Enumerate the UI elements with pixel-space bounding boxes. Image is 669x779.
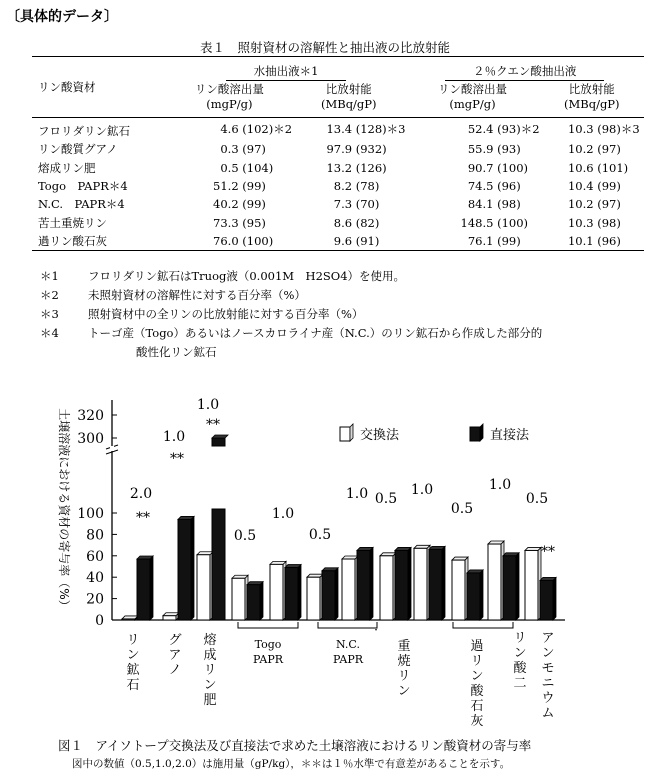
rate-label: 1.0	[162, 429, 186, 445]
y-tick-label: 0	[95, 613, 104, 629]
rate-label: 2.0	[129, 486, 153, 502]
x-category-label: PAPR	[252, 653, 284, 666]
x-category-label: リ	[203, 663, 217, 678]
rate-label: 0.5	[308, 527, 332, 543]
x-category-label: 焼	[397, 654, 411, 669]
cell-value: 52.4	[467, 122, 494, 137]
bar-direct	[357, 550, 370, 620]
legend-swatch	[340, 427, 350, 441]
bar-exchange	[232, 578, 245, 620]
table-title: 表１ 照射資材の溶解性と抽出液の比放射能	[200, 40, 451, 55]
cell-value: 0.3	[220, 142, 239, 157]
col-unit: (mgP/g)	[206, 97, 253, 111]
group-bracket	[238, 622, 298, 628]
cell-percent: (99)	[238, 179, 266, 194]
x-category-label: モ	[541, 661, 555, 676]
rate-label: 0.5	[374, 491, 398, 507]
bar-exchange	[342, 559, 355, 620]
x-category-label: ン	[126, 648, 140, 663]
cell-percent: (95)	[238, 215, 266, 230]
axis-break-gap	[110, 446, 114, 451]
cell-percent: (100)	[493, 215, 529, 230]
col-unit: (mgP/g)	[449, 97, 496, 111]
cell-value: 73.3	[213, 215, 239, 230]
bar-direct-top-cap	[212, 435, 228, 438]
cell-percent: (126)	[352, 160, 387, 175]
rate-label: 0.5	[233, 528, 257, 544]
figure-caption: 図１ アイソトープ交換法及び直接法で求めた土壌溶液におけるリン酸資材の寄与率	[58, 738, 532, 753]
x-category-label: ン	[513, 646, 527, 661]
bar-direct	[137, 559, 150, 620]
cell-value: 10.1	[567, 233, 594, 248]
x-category-label: 成	[203, 648, 217, 663]
x-category-label: ン	[470, 669, 484, 684]
x-category-label: 熔	[203, 633, 217, 648]
y-axis-label: 土壌溶液における資材の寄与率（%）	[57, 408, 71, 612]
cell-percent: (93)	[493, 142, 521, 157]
col-header: リン酸溶出量	[194, 82, 264, 96]
bar-exchange	[122, 619, 135, 620]
cell-value: 55.9	[467, 142, 494, 157]
bar-direct	[247, 585, 260, 620]
x-category-label: ン	[397, 684, 411, 699]
legend-label: 交換法	[360, 428, 400, 443]
bar-exchange	[414, 548, 427, 620]
cell-value: 13.4	[326, 122, 353, 137]
cell-value: 97.9	[326, 142, 353, 157]
rate-label: 1.0	[271, 506, 295, 522]
cell-percent: (98)	[593, 215, 621, 230]
bar-exchange	[452, 560, 465, 620]
cell-value: 40.2	[213, 197, 239, 212]
bar-exchange	[163, 616, 176, 620]
legend-swatch-side	[480, 424, 483, 441]
cell-value: 4.6	[220, 122, 239, 137]
bar-direct	[395, 550, 408, 620]
bar-exchange	[488, 544, 501, 620]
x-category-label: リ	[397, 669, 411, 684]
cell-percent: (932)	[352, 142, 387, 157]
footnote-text: 未照射資材の溶解性に対する百分率（%）	[88, 288, 306, 302]
group-header-water: 水抽出液＊1	[167, 57, 406, 82]
x-category-label: 石	[470, 699, 484, 714]
bar-exchange	[197, 555, 210, 620]
section-heading: 〔具体的データ〕	[6, 9, 118, 25]
y-tick-label: 320	[77, 408, 104, 424]
cell-percent: (99)	[493, 233, 521, 248]
cell-percent: (99)	[238, 197, 266, 212]
group-header-citric: ２％クエン酸抽出液	[405, 57, 644, 82]
footnote-mark: ＊1	[40, 269, 59, 283]
cell-value: 76.1	[467, 233, 494, 248]
y-tick-label: 60	[86, 548, 104, 565]
cell-value: 74.5	[467, 179, 494, 194]
x-category-label: 酸	[513, 661, 527, 676]
bar-exchange	[307, 577, 320, 620]
footnote-mark: ＊2	[40, 288, 59, 302]
x-category-label: Togo	[254, 638, 282, 651]
x-category-label: 肥	[203, 693, 217, 708]
material-name: N.C. PAPR＊4	[38, 197, 125, 212]
col-header: リン酸溶出量	[438, 82, 508, 96]
x-category-label: 酸	[470, 684, 484, 699]
x-category-label: N.C.	[336, 638, 360, 651]
x-category-label: 石	[126, 678, 140, 693]
bar-direct	[322, 571, 335, 620]
x-category-label: ン	[203, 678, 217, 693]
cell-value: 0.5	[220, 160, 239, 175]
bar-direct	[503, 556, 516, 620]
x-category-label: リ	[470, 654, 484, 669]
y-tick-label: 20	[86, 591, 104, 608]
legend-label: 直接法	[490, 428, 530, 443]
cell-percent: (100)	[493, 160, 529, 175]
cell-percent: (97)	[593, 142, 621, 157]
cell-value: 51.2	[213, 179, 239, 194]
cell-percent: (128)＊3	[352, 122, 406, 137]
row-header: リン酸資材	[32, 57, 167, 118]
bar-direct	[540, 580, 553, 620]
cell-value: 10.4	[567, 179, 594, 194]
col-header: 比放射能	[568, 82, 615, 96]
rate-label: 1.0	[345, 486, 369, 502]
bar-direct-top	[212, 438, 225, 446]
rate-label: 0.5	[525, 491, 549, 507]
footnote-text: フロリダリン鉱石はTruog液（0.001M H2SO4）を使用。	[88, 269, 406, 283]
cell-percent: (99)	[593, 179, 621, 194]
cell-percent: (78)	[352, 179, 380, 194]
x-category-label: ノ	[168, 663, 182, 678]
cell-value: 10.2	[567, 142, 594, 157]
rate-label: 1.0	[410, 482, 434, 498]
x-category-label: ニ	[541, 676, 555, 691]
cell-percent: (96)	[493, 179, 521, 194]
footnote-mark: ＊4	[40, 326, 59, 340]
footnote-text: 照射資材中の全リンの比放射能に対する百分率（%）	[88, 307, 364, 321]
cell-value: 90.7	[467, 160, 494, 175]
material-name: Togo PAPR＊4	[38, 179, 128, 194]
cell-percent: (96)	[593, 233, 621, 248]
material-name: リン酸質グアノ	[38, 142, 118, 157]
y-tick-label: 80	[86, 527, 104, 544]
cell-percent: (102)＊2	[238, 122, 293, 137]
cell-value: 13.2	[326, 160, 353, 175]
cell-value: 8.6	[333, 215, 353, 230]
bar-exchange	[525, 550, 538, 620]
cell-value: 8.2	[333, 179, 353, 194]
cell-value: 10.3	[567, 122, 594, 137]
cell-value: 9.6	[333, 233, 353, 248]
x-category-label: 鉱	[126, 663, 140, 678]
bar-direct	[178, 519, 191, 620]
bar-direct	[429, 549, 442, 620]
cell-percent: (98)	[493, 197, 521, 212]
footnote-text: トーゴ産（Togo）あるいはノースカロライナ産（N.C.）のリン鉱石から作成した部分的	[88, 326, 543, 340]
cell-value: 7.3	[333, 197, 353, 212]
x-category-label: リ	[126, 633, 140, 648]
x-category-label: 重	[397, 639, 411, 654]
separator-dot: ·	[374, 623, 378, 637]
significance-mark: **	[541, 544, 555, 560]
cell-value: 148.5	[460, 215, 494, 230]
x-category-label: 灰	[470, 714, 484, 729]
cell-percent: (91)	[352, 233, 380, 248]
significance-mark: **	[170, 451, 184, 467]
significance-mark: **	[206, 417, 220, 433]
cell-percent: (101)	[593, 160, 629, 175]
x-category-label: 過	[470, 639, 484, 654]
bar-exchange	[380, 556, 393, 620]
footnote-text: 酸性化リン鉱石	[136, 345, 217, 359]
cell-percent: (70)	[352, 197, 380, 212]
x-category-label: ア	[168, 648, 182, 663]
cell-percent: (98)＊3	[593, 122, 640, 137]
cell-percent: (82)	[352, 215, 380, 230]
legend-swatch	[470, 427, 480, 441]
cell-value: 10.3	[567, 215, 594, 230]
significance-mark: **	[136, 510, 150, 526]
col-unit: (MBq/gP)	[564, 97, 620, 111]
x-category-label: グ	[168, 633, 182, 648]
x-category-label: ア	[541, 631, 555, 646]
x-category-label: 二	[513, 676, 527, 691]
cell-value: 10.2	[567, 197, 594, 212]
cell-percent: (100)	[238, 233, 274, 248]
figure-caption-sub: 図中の数値（0.5,1.0,2.0）は施用量（gP/kg），＊＊は１％水準で有意差があることを示す。	[72, 758, 511, 770]
cell-value: 84.1	[467, 197, 494, 212]
cell-value: 76.0	[213, 233, 239, 248]
cell-percent: (93)＊2	[493, 122, 540, 137]
cell-percent: (97)	[593, 197, 621, 212]
cell-percent: (97)	[238, 142, 266, 157]
rate-label: 1.0	[196, 397, 220, 413]
y-tick-label: 100	[77, 506, 104, 522]
legend-swatch-side	[350, 424, 353, 441]
material-name: 苦土重焼リン	[38, 215, 107, 230]
x-category-label: ム	[541, 706, 555, 721]
bar-direct	[285, 568, 298, 620]
footnote-mark: ＊3	[40, 307, 59, 321]
material-name: 過リン酸石灰	[32, 232, 167, 251]
rate-label: 0.5	[450, 501, 474, 517]
cell-value: 10.6	[567, 160, 594, 175]
x-category-label: リ	[513, 631, 527, 646]
col-unit: (MBq/gP)	[320, 97, 377, 111]
group-bracket	[453, 622, 513, 628]
x-category-label: PAPR	[332, 653, 364, 666]
bar-exchange	[270, 564, 283, 620]
material-name: フロリダリン鉱石	[32, 118, 167, 141]
y-tick-label: 40	[86, 570, 104, 587]
cell-percent: (104)	[238, 160, 274, 175]
bar-direct	[212, 509, 225, 620]
bar-direct	[467, 573, 480, 620]
col-header: 比放射能	[325, 82, 372, 96]
rate-label: 1.0	[488, 477, 512, 493]
x-category-label: ン	[541, 646, 555, 661]
x-category-label: ウ	[541, 691, 555, 706]
group-bracket	[318, 622, 377, 628]
material-name: 熔成リン肥	[38, 160, 96, 175]
y-tick-label: 300	[77, 431, 104, 447]
